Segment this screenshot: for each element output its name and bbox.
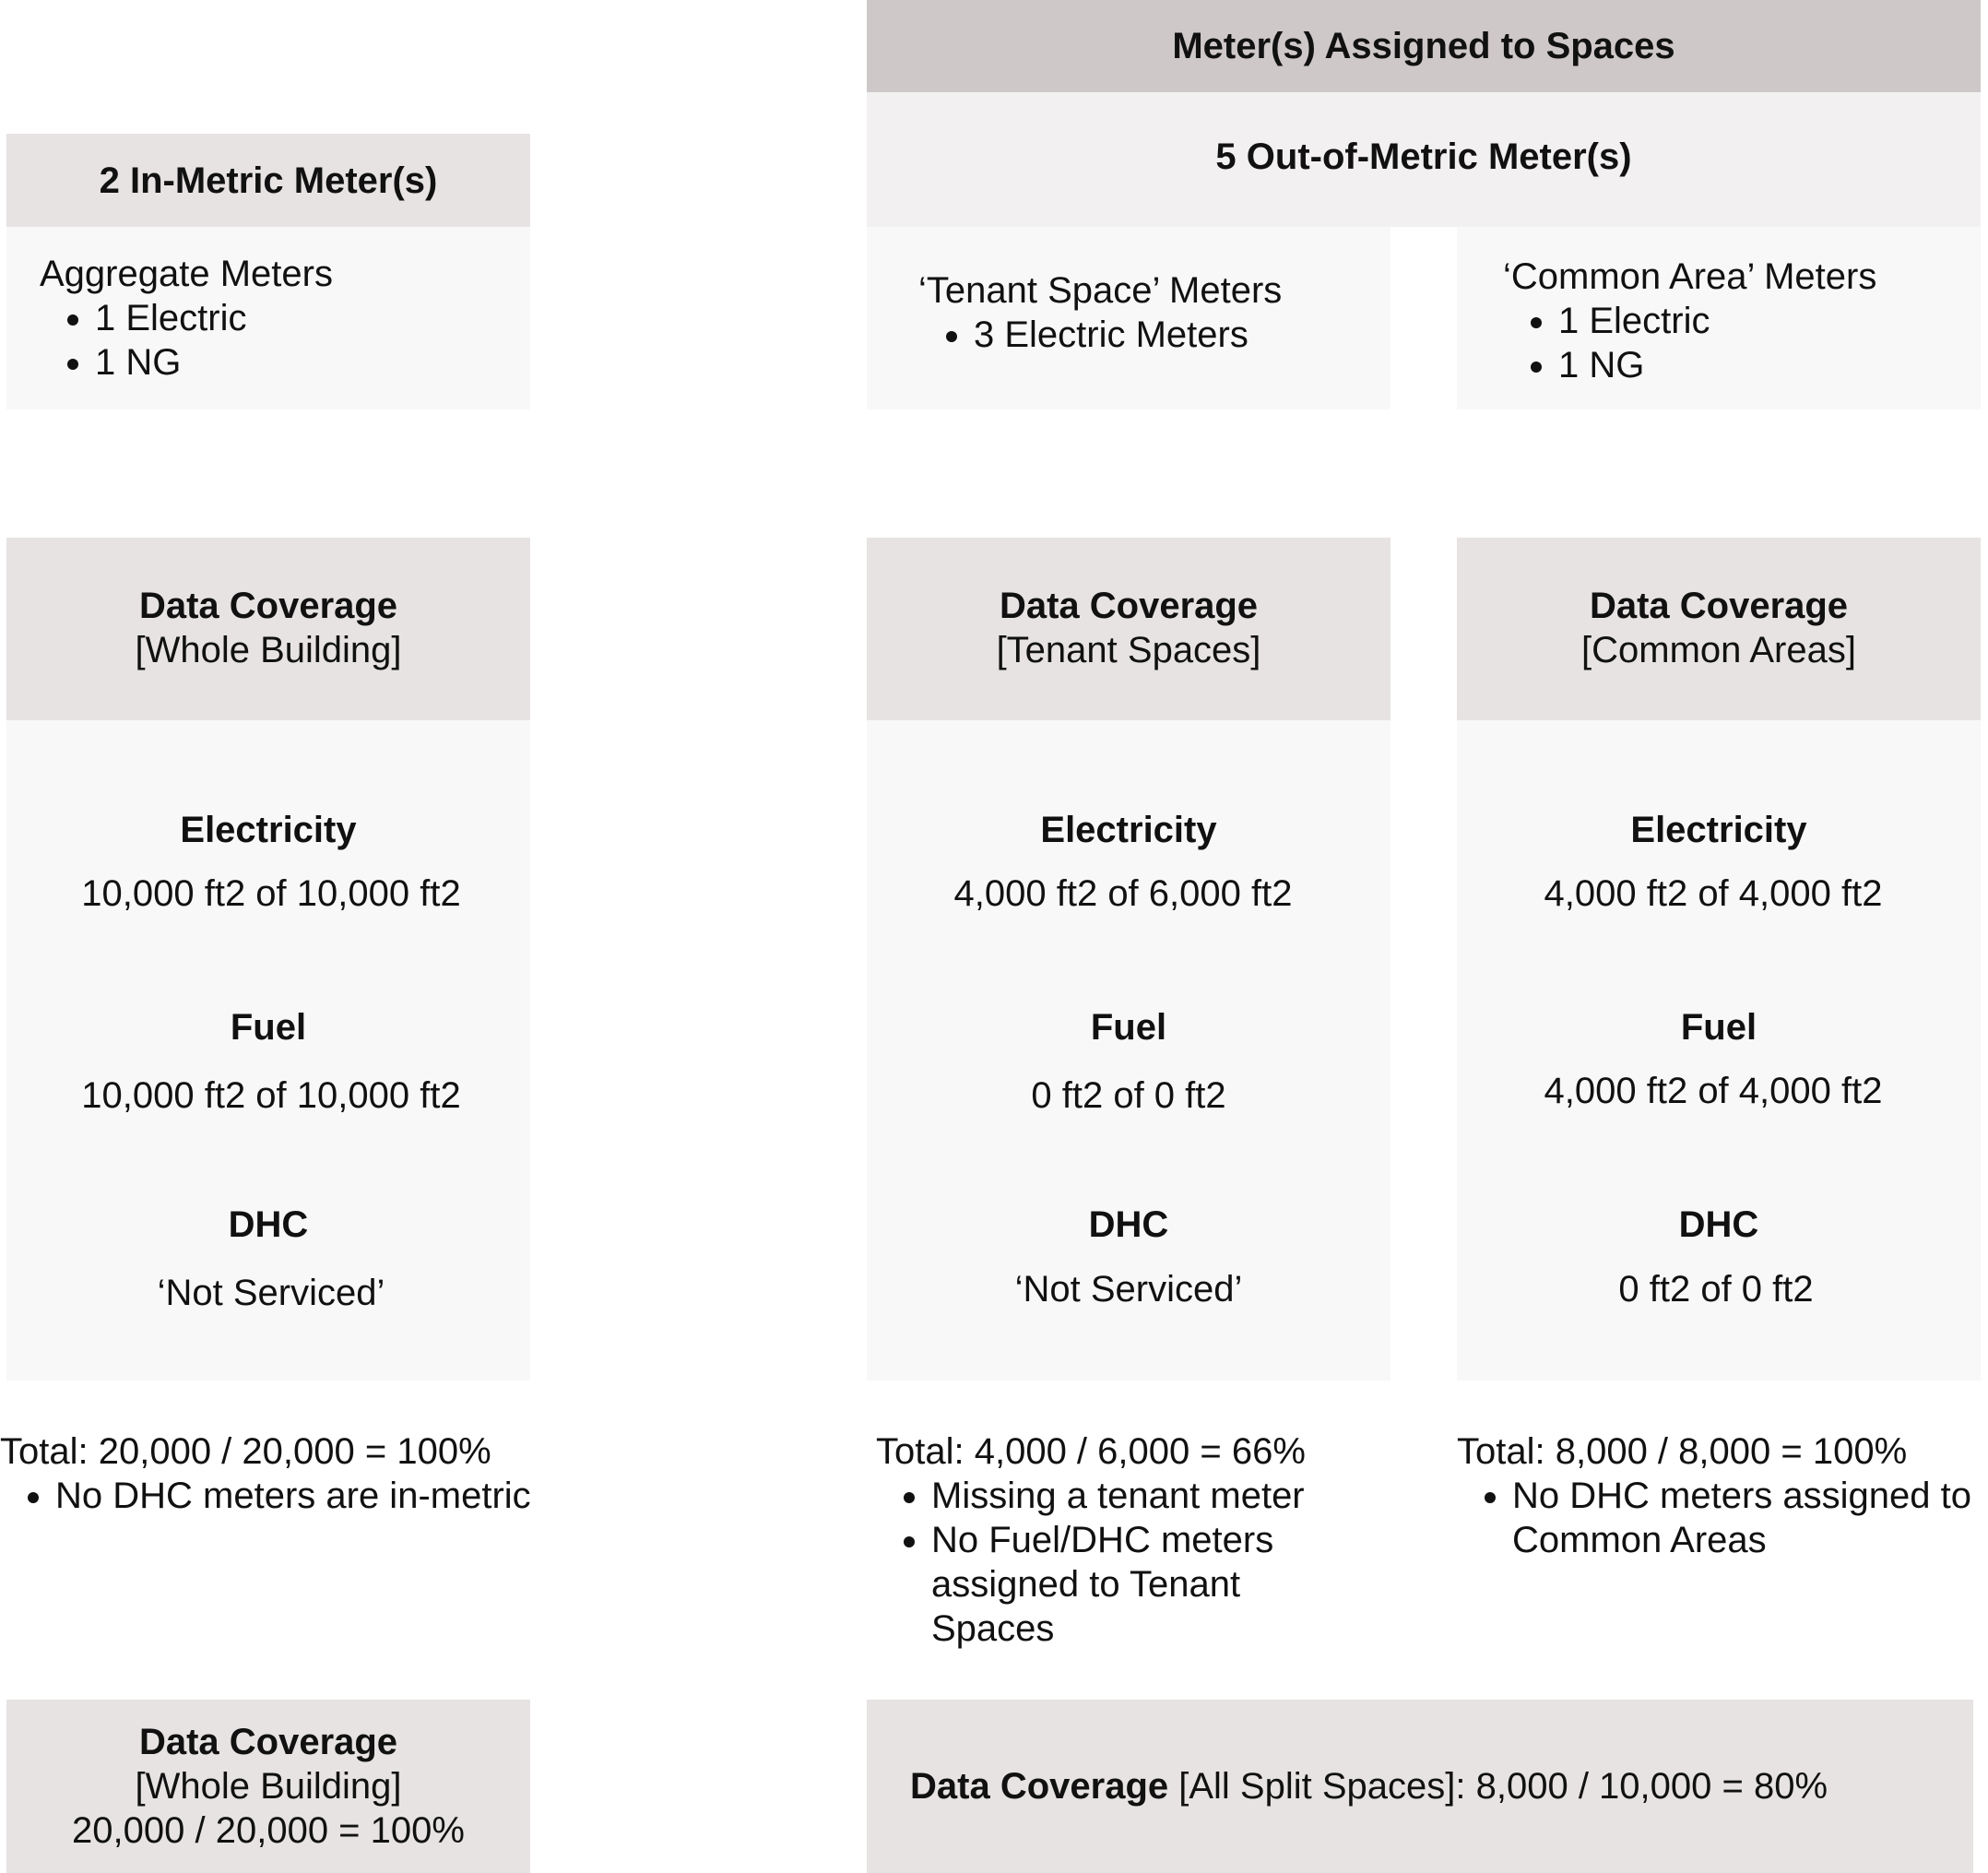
meters-assigned-header: [867, 0, 1981, 92]
dhc-label: DHC: [228, 1204, 309, 1245]
coverage-title: Data Coverage: [1589, 586, 1849, 626]
fuel-label: Fuel: [230, 1007, 307, 1048]
common-meters-box: [1457, 227, 1981, 409]
electricity-value: 4,000 ft2 of 4,000 ft2: [1544, 873, 1883, 914]
summary-split-box: [867, 1700, 1973, 1873]
total-text: Total: 20,000 / 20,000 = 100%: [0, 1431, 491, 1472]
aggregate-meters-list: [40, 296, 247, 385]
dhc-label: DHC: [1678, 1204, 1759, 1245]
fuel-value: 0 ft2 of 0 ft2: [1031, 1075, 1226, 1116]
list-item: • Missing a tenant meter: [931, 1474, 1355, 1518]
in-metric-header: [6, 134, 530, 227]
list-item: • 1 NG: [1558, 343, 1710, 387]
common-meters-title: ‘Common Area’ Meters: [1503, 256, 1877, 297]
summary-value: 20,000 / 20,000 = 100%: [72, 1810, 465, 1851]
dhc-value: 0 ft2 of 0 ft2: [1618, 1269, 1814, 1310]
total-notes: [0, 1474, 664, 1518]
coverage-scope: [Common Areas]: [1581, 630, 1856, 670]
summary-whole-box: [6, 1700, 530, 1873]
coverage-scope: [Tenant Spaces]: [996, 630, 1261, 670]
electricity-label: Electricity: [180, 810, 357, 850]
tenant-meters-list: [918, 313, 1248, 357]
dhc-label: DHC: [1088, 1204, 1169, 1245]
electricity-label: Electricity: [1630, 810, 1807, 850]
tenant-meters-title: ‘Tenant Space’ Meters: [918, 270, 1283, 311]
fuel-label: Fuel: [1090, 1007, 1167, 1048]
electricity-label: Electricity: [1040, 810, 1217, 850]
aggregate-meters-box: [6, 227, 530, 409]
tenant-meters-box: [867, 227, 1390, 409]
electricity-value: 4,000 ft2 of 6,000 ft2: [953, 873, 1293, 914]
summary-split-value: [All Split Spaces]: 8,000 / 10,000 = 80%: [1168, 1766, 1828, 1807]
list-item: • 1 Electric: [1558, 299, 1710, 343]
coverage-common-body: [1457, 720, 1981, 1381]
out-metric-title: 5 Out-of-Metric Meter(s): [1215, 136, 1632, 177]
coverage-tenant-header: [867, 538, 1390, 720]
dhc-value: ‘Not Serviced’: [157, 1273, 385, 1313]
meters-assigned-title: Meter(s) Assigned to Spaces: [1172, 26, 1675, 66]
summary-split-line: [910, 1764, 1828, 1808]
electricity-value: 10,000 ft2 of 10,000 ft2: [81, 873, 461, 914]
coverage-title: Data Coverage: [138, 586, 398, 626]
total-text: Total: 8,000 / 8,000 = 100%: [1457, 1431, 1908, 1472]
fuel-label: Fuel: [1680, 1007, 1757, 1048]
common-meters-list: [1503, 299, 1710, 387]
list-item: • 1 NG: [95, 340, 247, 385]
list-item: • No Fuel/DHC meters assigned to Tenant Spaces: [931, 1518, 1300, 1651]
summary-scope: [Whole Building]: [135, 1766, 402, 1807]
dhc-value: ‘Not Serviced’: [1014, 1269, 1243, 1310]
coverage-title: Data Coverage: [999, 586, 1259, 626]
coverage-whole-header: [6, 538, 530, 720]
total-whole: [0, 1429, 664, 1518]
total-notes: [876, 1474, 1355, 1651]
coverage-scope: [Whole Building]: [135, 630, 402, 670]
coverage-common-header: [1457, 538, 1981, 720]
total-text: Total: 4,000 / 6,000 = 66%: [876, 1431, 1306, 1472]
fuel-value: 4,000 ft2 of 4,000 ft2: [1544, 1071, 1883, 1111]
list-item: • 1 Electric: [95, 296, 247, 340]
total-notes: [1457, 1474, 1982, 1562]
list-item: • No DHC meters are in-metric: [55, 1474, 664, 1518]
summary-title: Data Coverage: [138, 1722, 398, 1762]
in-metric-title: 2 In-Metric Meter(s): [99, 160, 438, 201]
coverage-tenant-body: [867, 720, 1390, 1381]
list-item: • No DHC meters assigned to Common Areas: [1512, 1474, 1973, 1562]
total-tenant: [876, 1429, 1355, 1651]
coverage-whole-body: [6, 720, 530, 1381]
fuel-value: 10,000 ft2 of 10,000 ft2: [81, 1075, 461, 1116]
total-common: [1457, 1429, 1982, 1562]
out-metric-header: [867, 92, 1981, 227]
aggregate-meters-title: Aggregate Meters: [40, 254, 333, 294]
list-item: • 3 Electric Meters: [974, 313, 1248, 357]
summary-split-title: Data Coverage: [910, 1766, 1169, 1807]
